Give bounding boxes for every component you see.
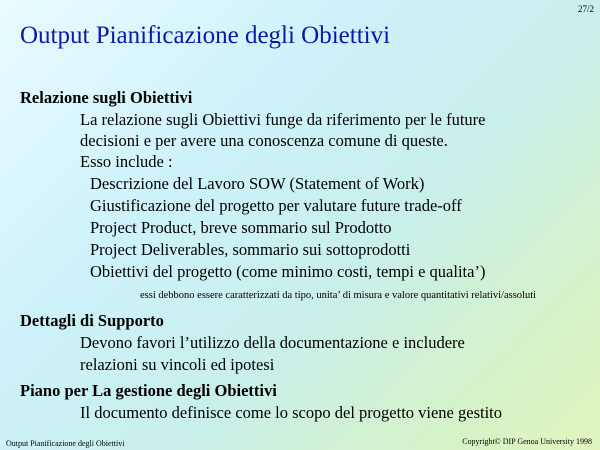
include-item: Obiettivi del progetto (come minimo costi, tempi e qualita’) xyxy=(90,262,486,281)
section1-line: decisioni e per avere una conoscenza comune di queste. xyxy=(80,131,448,150)
objectives-note: essi debbono essere caratterizzati da tipo, unita’ di misura e valore quantitativi relativi/assoluti xyxy=(140,290,537,301)
section-heading-relazione: Relazione sugli Obiettivi xyxy=(20,88,193,107)
footer-title: Output Pianificazione degli Obiettivi xyxy=(6,439,125,448)
include-item: Descrizione del Lavoro SOW (Statement of Work) xyxy=(90,174,425,193)
section-heading-dettagli: Dettagli di Supporto xyxy=(20,311,164,330)
footer-copyright: Copyright© DIP Genoa University 1998 xyxy=(462,437,592,446)
section1-line: La relazione sugli Obiettivi funge da riferimento per le future xyxy=(80,110,486,129)
section1-line: Esso include : xyxy=(80,152,173,171)
include-item: Project Product, breve sommario sul Prodotto xyxy=(90,218,392,237)
section-heading-piano: Piano per La gestione degli Obiettivi xyxy=(20,381,277,400)
include-item: Project Deliverables, sommario sui sottoprodotti xyxy=(90,240,411,259)
page-number: 27/2 xyxy=(577,4,594,14)
include-item: Giustificazione del progetto per valutare future trade-off xyxy=(90,196,462,215)
section2-line: Devono favori l’utilizzo della documentazione e includere xyxy=(80,333,465,352)
page-title: Output Pianificazione degli Obiettivi xyxy=(20,22,391,49)
section3-line: Il documento definisce come lo scopo del progetto viene gestito xyxy=(80,403,503,422)
section2-line: relazioni su vincoli ed ipotesi xyxy=(80,355,275,374)
